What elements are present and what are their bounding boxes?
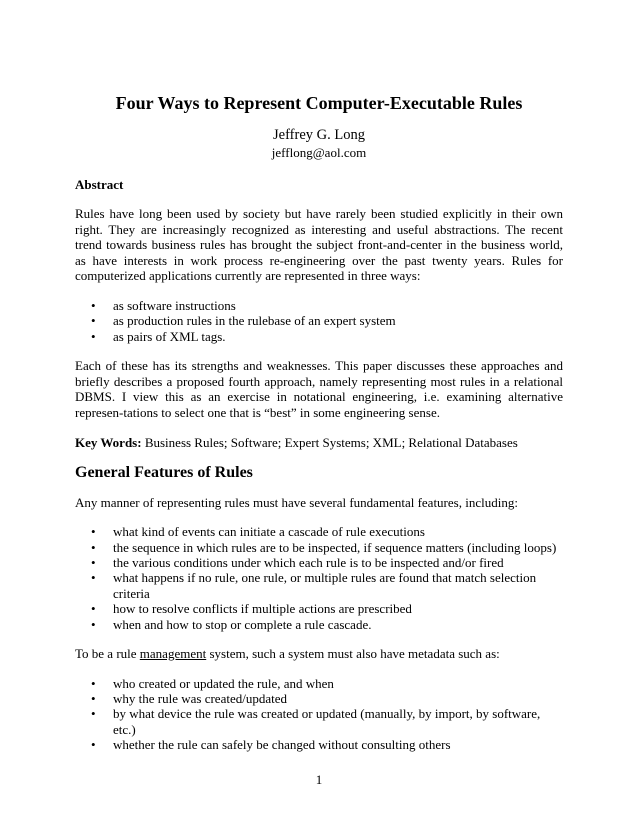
list-item [75,540,563,555]
page-number: 1 [315,772,323,787]
list-item [75,676,563,691]
section-intro: Any manner of representing rules must have several fundamental features, including: [75,494,518,510]
list-item-text: the various conditions under which each rule is to be inspected and/or fired [113,554,504,570]
list-item-text: whether the rule can safely be changed without consulting others [113,737,451,753]
list-item-text: who created or updated the rule, and when [113,675,334,691]
metadata-intro-underlined: management [139,646,207,661]
list-item-text: as software instructions [113,297,236,313]
list-item-text: how to resolve conflicts if multiple actions are prescribed [113,601,412,617]
bullet-icon: • [91,601,96,617]
abstract-bullet-list [75,298,563,344]
list-item-text: what happens if no rule, one rule, or multiple rules are found that match selection criteria [113,570,537,601]
list-item [75,298,563,313]
author-email: jefflong@aol.com [271,145,367,160]
features-bullet-list [75,524,563,632]
list-item-text: the sequence in which rules are to be inspected, if sequence matters (including loops) [113,539,557,555]
bullet-icon: • [91,524,96,540]
bullet-icon: • [91,616,96,632]
bullet-icon: • [91,313,96,329]
list-item-text: when and how to stop or complete a rule cascade. [113,616,372,632]
list-item-text: as pairs of XML tags. [113,328,226,344]
list-item [75,737,563,752]
bullet-icon: • [91,675,96,691]
bullet-icon: • [91,706,96,722]
section-heading: General Features of Rules [75,463,253,481]
bullet-icon: • [91,737,96,753]
list-item [75,691,563,706]
metadata-intro [75,646,563,662]
abstract-paragraph-1: Rules have long been used by society but have rarely been studied explicitly in their own right. They are increasingly recognized as interesting and useful abstractions. The recent trend towards business rules has brought the subject front-and-center in the business world, as have interests in work process re-engineering over the past twenty years. Rules for computerized applications currently are represented in three ways: [75,206,563,284]
list-item [75,329,563,344]
list-item [75,313,563,328]
bullet-icon: • [91,570,96,586]
page-content [75,92,563,767]
list-item [75,601,563,616]
list-item-text: what kind of events can initiate a cascade of rule executions [113,524,425,540]
keywords-label: Key Words: [75,434,142,450]
list-item-text: by what device the rule was created or updated (manually, by import, by software, etc.) [113,706,541,737]
list-item [75,555,563,570]
list-item-text: as production rules in the rulebase of an expert system [113,313,396,329]
bullet-icon: • [91,539,96,555]
list-item-text: why the rule was created/updated [113,691,287,706]
metadata-bullet-list [75,676,563,753]
abstract-heading: Abstract [75,177,124,192]
author-name: Jeffrey G. Long [273,127,365,143]
list-item [75,524,563,539]
list-item [75,617,563,632]
keywords-text: Business Rules; Software; Expert Systems; XML; Relational Databases [141,434,518,450]
metadata-intro-text: To be a rule [75,646,140,661]
list-item [75,706,563,737]
metadata-intro-text: system, such a system must also have metadata such as: [206,646,500,661]
bullet-icon: • [91,554,96,570]
bullet-icon: • [91,297,96,313]
paper-title: Four Ways to Represent Computer-Executable Rules [115,93,523,113]
keywords-line [75,435,563,451]
abstract-paragraph-2: Each of these has its strengths and weaknesses. This paper discusses these approaches and briefly describes a proposed fourth approach, namely representing most rules in a relational DBMS. I view this as an exercise in notational engineering, i.e. examining alternative represen-tations to select one that is “best” in some engineering sense. [75,358,563,420]
bullet-icon: • [91,328,96,344]
bullet-icon: • [91,691,96,706]
list-item [75,570,563,601]
